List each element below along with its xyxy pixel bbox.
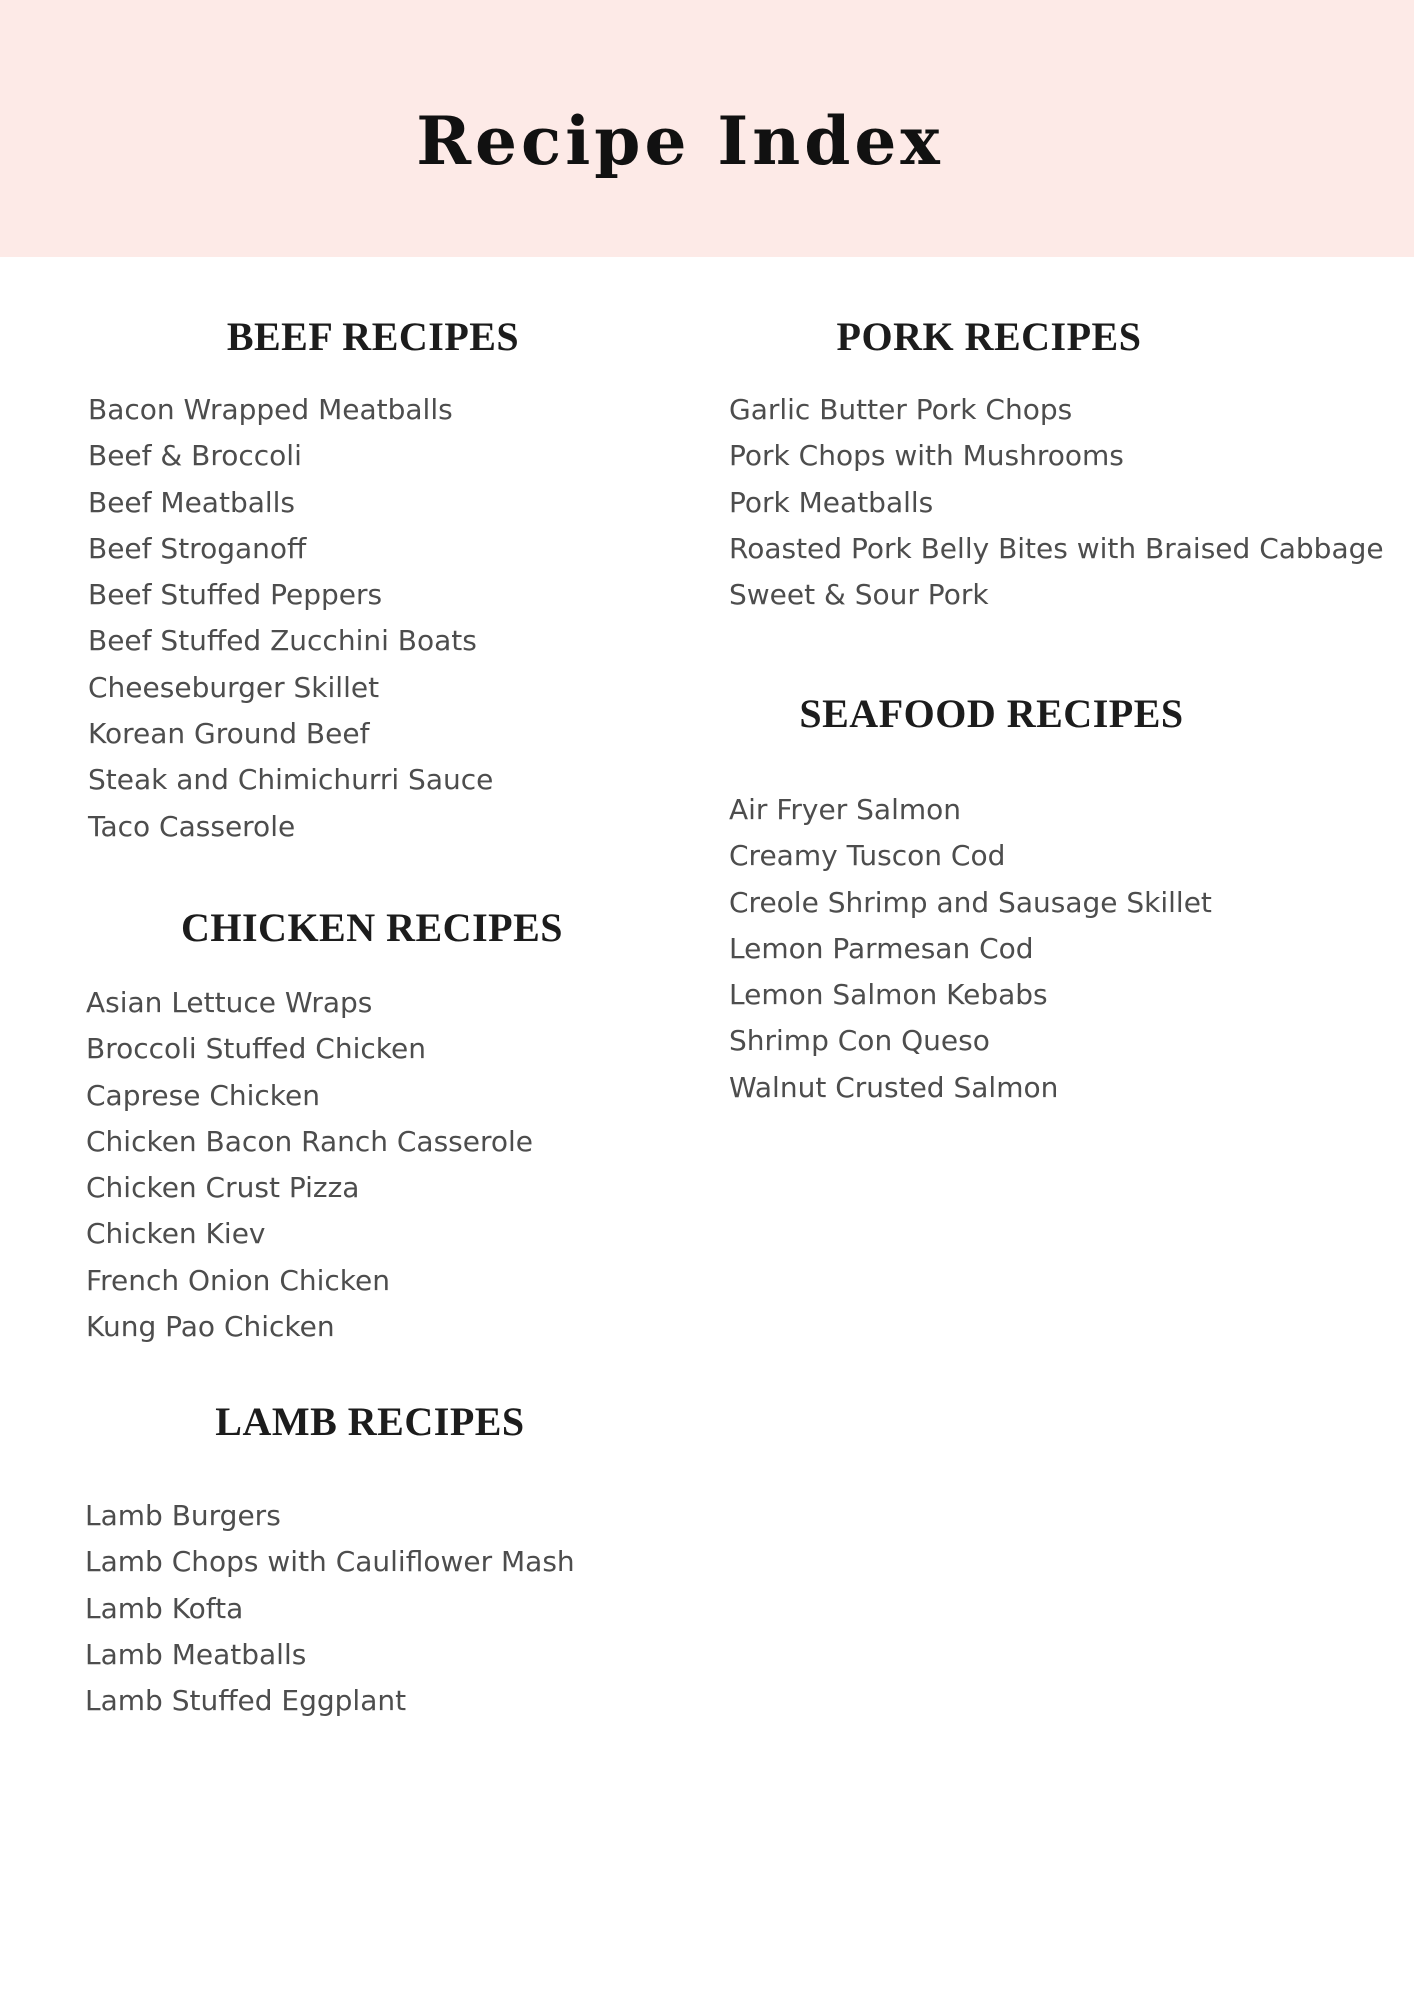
recipe-item: Broccoli Stuffed Chicken	[86, 1032, 426, 1066]
recipe-list	[86, 980, 533, 1350]
recipe-item: Roasted Pork Belly Bites with Braised Cabbage	[729, 531, 1384, 565]
recipe-item: Pork Meatballs	[729, 485, 934, 519]
recipe-item: Asian Lettuce Wraps	[86, 986, 373, 1019]
recipe-list	[729, 787, 1212, 1111]
recipe-item: Lemon Salmon Kebabs	[729, 978, 1048, 1012]
recipe-item: Sweet & Sour Pork	[729, 578, 989, 612]
recipe-item: Bacon Wrapped Meatballs	[88, 393, 453, 426]
section-heading: CHICKEN RECIPES	[180, 905, 563, 950]
recipe-item: Creamy Tuscon Cod	[729, 839, 1006, 873]
section-heading: BEEF RECIPES	[226, 314, 520, 359]
recipe-item: Shrimp Con Queso	[729, 1024, 990, 1058]
recipe-item: Walnut Crusted Salmon	[729, 1070, 1059, 1104]
recipe-item: Air Fryer Salmon	[729, 793, 961, 826]
page-title: Recipe Index	[416, 102, 944, 180]
recipe-item: Creole Shrimp and Sausage Skillet	[729, 885, 1212, 919]
recipe-item: Caprese Chicken	[86, 1078, 320, 1112]
recipe-item: Beef Stuffed Zucchini Boats	[88, 624, 477, 658]
recipe-item: Beef & Broccoli	[88, 439, 302, 473]
recipe-item: Kung Pao Chicken	[86, 1310, 335, 1344]
recipe-item: Taco Casserole	[88, 809, 296, 843]
recipe-item: Chicken Bacon Ranch Casserole	[86, 1124, 534, 1158]
section-heading: SEAFOOD RECIPES	[799, 691, 1184, 736]
recipe-item: Cheeseburger Skillet	[88, 670, 380, 704]
recipe-item: Chicken Kiev	[86, 1217, 266, 1251]
recipe-item: Beef Stuffed Peppers	[88, 578, 383, 612]
recipe-item: Chicken Crust Pizza	[86, 1171, 360, 1205]
recipe-item: Beef Meatballs	[88, 485, 296, 519]
recipe-list	[88, 387, 493, 850]
recipe-list	[729, 387, 1384, 618]
section-heading: LAMB RECIPES	[215, 1399, 525, 1444]
recipe-item: Korean Ground Beef	[88, 717, 370, 751]
recipe-item: Lamb Burgers	[85, 1499, 281, 1532]
recipe-item: Lamb Stuffed Eggplant	[85, 1684, 407, 1718]
recipe-item: Lamb Kofta	[85, 1591, 244, 1625]
recipe-item: Beef Stroganoff	[88, 531, 307, 565]
recipe-item: Lemon Parmesan Cod	[729, 931, 1034, 965]
recipe-item: Lamb Meatballs	[85, 1637, 307, 1671]
recipe-item: Pork Chops with Mushrooms	[729, 439, 1124, 473]
recipe-item: Lamb Chops with Cauliflower Mash	[85, 1545, 575, 1579]
section-heading: PORK RECIPES	[836, 314, 1142, 359]
recipe-item: Garlic Butter Pork Chops	[729, 393, 1073, 426]
recipe-item: Steak and Chimichurri Sauce	[88, 763, 494, 797]
recipe-item: French Onion Chicken	[86, 1263, 390, 1297]
recipe-list	[85, 1493, 575, 1724]
